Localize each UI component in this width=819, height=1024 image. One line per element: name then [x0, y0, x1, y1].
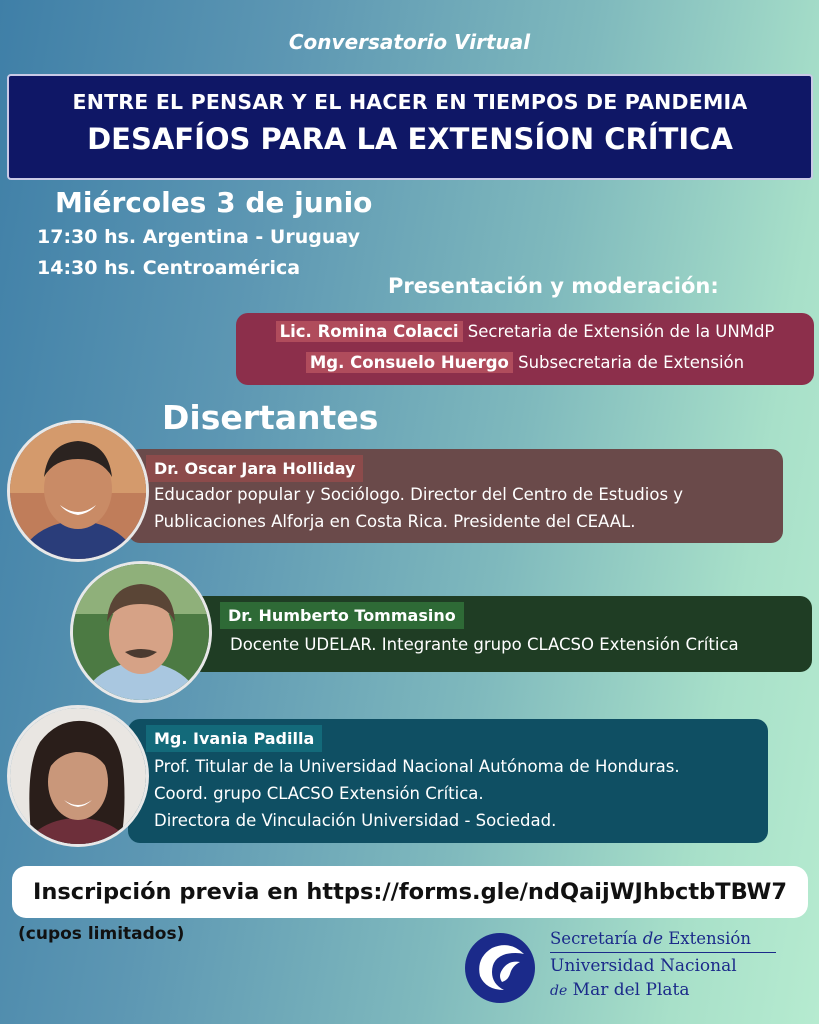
speaker-name: Dr. Humberto Tommasino	[220, 602, 464, 629]
title-line-2: DESAFÍOS PARA LA EXTENSÍON CRÍTICA	[87, 122, 733, 156]
moderation-heading: Presentación y moderación:	[388, 274, 719, 298]
moderator-row	[236, 353, 814, 372]
moderator-row	[236, 322, 814, 341]
speaker-bio-line: Educador popular y Sociólogo. Director del Centro de Estudios y	[154, 485, 684, 504]
speaker-bio-line: Publicaciones Alforja en Costa Rica. Presidente del CEAAL.	[154, 512, 636, 531]
speaker-photo	[70, 561, 212, 703]
person-avatar-icon	[10, 708, 146, 844]
speaker-bio-line: Docente UDELAR. Integrante grupo CLACSO Extensión Crítica	[230, 635, 739, 654]
speaker-bio-line: Prof. Titular de la Universidad Nacional Autónoma de Honduras.	[154, 757, 680, 776]
event-time-centroamerica: 14:30 hs. Centroamérica	[37, 257, 301, 279]
moderator-role: Secretaria de Extensión de la UNMdP	[467, 322, 775, 341]
event-date: Miércoles 3 de junio	[55, 186, 373, 219]
speaker-bio-line: Coord. grupo CLACSO Extensión Crítica.	[154, 784, 484, 803]
logo-line-2: Universidad Nacional	[550, 956, 737, 976]
logo-text: Secretaría	[550, 929, 638, 948]
person-avatar-icon	[10, 423, 146, 559]
logo-text: de	[550, 983, 568, 999]
speaker-card	[128, 719, 768, 843]
logo-text: Extensión	[668, 929, 751, 948]
event-time-argentina: 17:30 hs. Argentina - Uruguay	[37, 226, 360, 248]
logo-divider	[550, 952, 776, 953]
logo-line-1	[550, 929, 751, 948]
moderation-box	[236, 313, 814, 385]
speaker-photo	[7, 420, 149, 562]
event-type: Conversatorio Virtual	[288, 30, 531, 54]
moderator-name: Mg. Consuelo Huergo	[306, 352, 513, 373]
title-banner	[7, 74, 813, 180]
person-avatar-icon	[73, 564, 209, 700]
title-line-1: ENTRE EL PENSAR Y EL HACER EN TIEMPOS DE PANDEMIA	[72, 90, 748, 114]
logo-line-3	[550, 980, 690, 1000]
speakers-heading: Disertantes	[162, 398, 379, 437]
registration-link[interactable]: Inscripción previa en https://forms.gle/ndQaijWJhbctbTBW7	[12, 866, 808, 918]
university-logo-icon	[462, 930, 538, 1006]
speaker-name: Dr. Oscar Jara Holliday	[146, 455, 363, 482]
moderator-role: Subsecretaria de Extensión	[518, 353, 745, 372]
speaker-name: Mg. Ivania Padilla	[146, 725, 322, 752]
logo-text: de	[642, 929, 664, 948]
moderator-name: Lic. Romina Colacci	[276, 321, 463, 342]
speaker-photo	[7, 705, 149, 847]
logo-text: Mar del Plata	[572, 980, 690, 1000]
speaker-card	[128, 449, 783, 543]
speaker-bio-line: Directora de Vinculación Universidad - Sociedad.	[154, 811, 557, 830]
registration-note: (cupos limitados)	[18, 924, 185, 944]
speaker-card	[190, 596, 812, 672]
